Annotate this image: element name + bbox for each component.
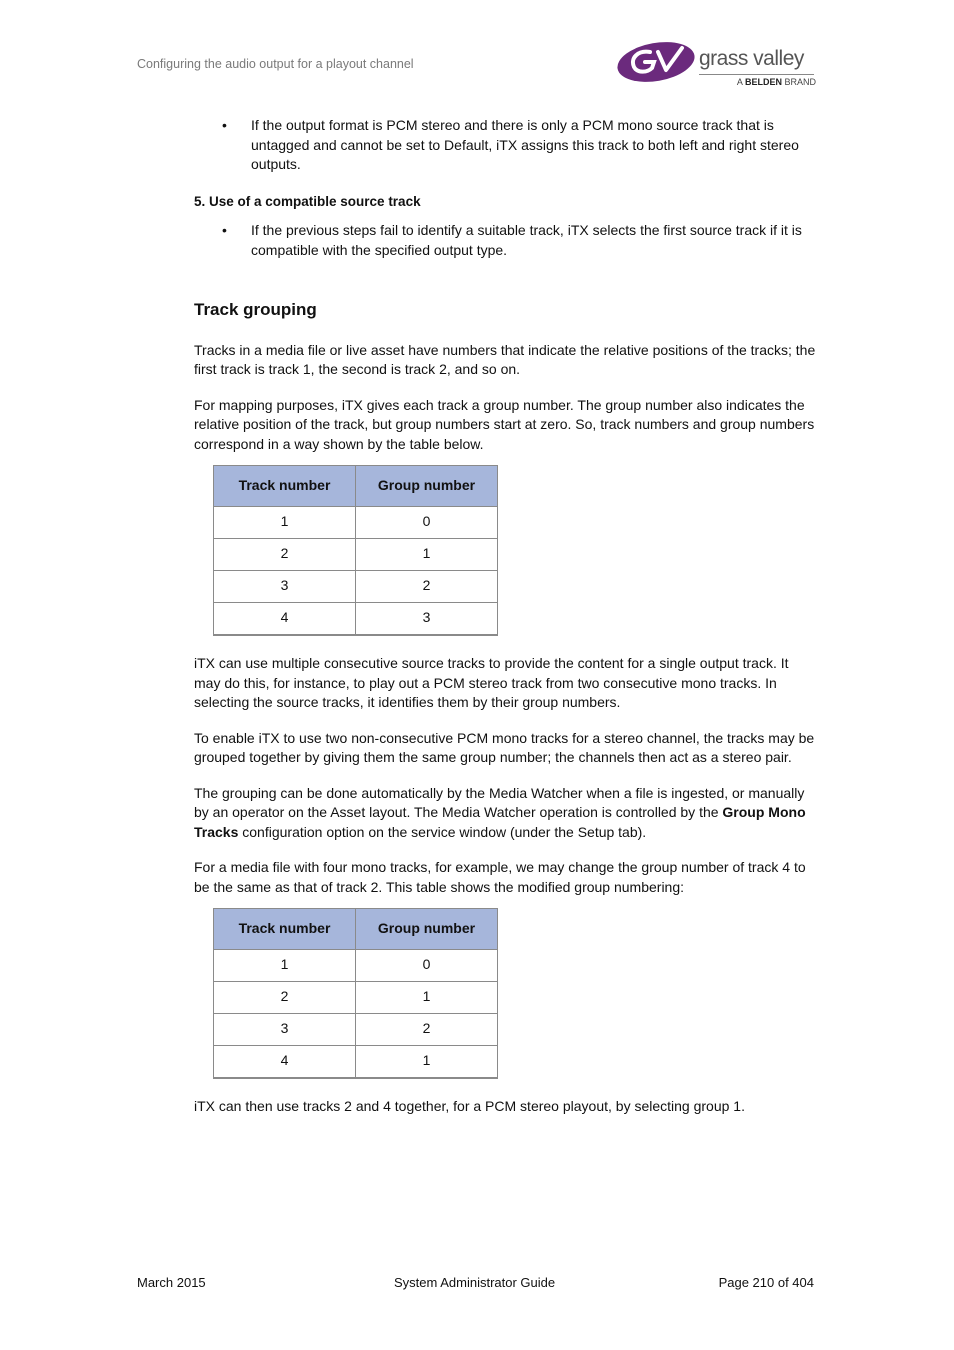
table-cell: 1: [356, 1046, 498, 1079]
table-cell: 4: [214, 1046, 356, 1079]
step-heading: 5. Use of a compatible source track: [194, 193, 421, 209]
table-cell: 2: [214, 982, 356, 1014]
paragraph: iTX can then use tracks 2 and 4 together, for a PCM stereo playout, by selecting group 1.: [194, 1098, 745, 1114]
table-row: [214, 507, 498, 539]
logo-tagline-prefix: A: [736, 77, 743, 87]
running-header: Configuring the audio output for a playout channel: [137, 57, 414, 71]
table-cell: 1: [356, 539, 498, 571]
table-cell: 2: [214, 539, 356, 571]
bullet-text: If the output format is PCM stereo and there is only a PCM mono source track that is untagged and cannot be set to Default, iTX assigns this track to both left and right stereo outputs.: [251, 117, 799, 172]
track-group-table: [213, 465, 498, 636]
gv-logo-icon: [616, 40, 698, 86]
table-row: [214, 1046, 498, 1079]
table-cell: 2: [356, 571, 498, 603]
modified-track-group-table: [213, 908, 498, 1079]
paragraph: For mapping purposes, iTX gives each track a group number. The group number also indicates the relative position of the track, but group numbers start at zero. So, track numbers and group numbers correspond in a way shown by the table below.: [194, 396, 815, 452]
bullet-item: [194, 221, 818, 260]
option-name: Group Mono Tracks: [194, 804, 806, 840]
table-cell: 3: [214, 1014, 356, 1046]
table-row: [214, 1014, 498, 1046]
page-content: [194, 116, 818, 1117]
paragraph: [194, 784, 818, 843]
paragraph-text: The grouping can be done automatically by the Media Watcher when a file is ingested, or manually by an operator on the Asset layout. The Media Watcher operation is controlled by the: [194, 784, 805, 820]
section-heading: Track grouping: [194, 300, 317, 319]
table-cell: 0: [356, 950, 498, 982]
table-row: [214, 603, 498, 636]
table-cell: 2: [356, 1014, 498, 1046]
table-cell: 1: [214, 507, 356, 539]
column-header: Track number: [214, 466, 356, 507]
logo-divider: [699, 74, 814, 75]
table-row: [214, 539, 498, 571]
bullet-icon: •: [222, 117, 227, 133]
column-header: Group number: [356, 909, 498, 950]
logo-tagline: [737, 77, 816, 87]
bullet-icon: •: [222, 222, 227, 238]
footer-date: March 2015: [137, 1275, 206, 1290]
column-header: Group number: [356, 466, 498, 507]
table-cell: 3: [214, 571, 356, 603]
logo-tagline-brand: BELDEN: [744, 77, 782, 87]
table-cell: 4: [214, 603, 356, 636]
table-header-row: [214, 909, 498, 950]
bullet-text: If the previous steps fail to identify a suitable track, iTX selects the first source track if it is compatible with the specified output type.: [251, 222, 802, 258]
logo-wordmark: grass valley: [699, 47, 804, 70]
table-cell: 0: [356, 507, 498, 539]
footer-page-number: Page 210 of 404: [718, 1275, 814, 1290]
footer-doc-title: System Administrator Guide: [394, 1275, 556, 1290]
table-row: [214, 571, 498, 603]
table-row: [214, 982, 498, 1014]
column-header: Track number: [214, 909, 356, 950]
grass-valley-logo: [616, 38, 816, 90]
table-header-row: [214, 466, 498, 507]
table-cell: 1: [356, 982, 498, 1014]
paragraph-text: configuration option on the service window (under the Setup tab).: [238, 823, 647, 840]
paragraph: iTX can use multiple consecutive source tracks to provide the content for a single output track. It may do this, for instance, to play out a PCM stereo track from two consecutive mono tracks. In selecting the source tracks, it identifies them by their group numbers.: [194, 655, 789, 710]
table-cell: 3: [356, 603, 498, 636]
paragraph: For a media file with four mono tracks, for example, we may change the group number of track 4 to be the same as that of track 2. This table shows the modified group numbering:: [194, 859, 806, 895]
table-cell: 1: [214, 950, 356, 982]
bullet-item: [194, 116, 818, 175]
table-row: [214, 950, 498, 982]
logo-tagline-suffix: BRAND: [784, 77, 816, 87]
paragraph: To enable iTX to use two non-consecutive PCM mono tracks for a stereo channel, the tracks may be grouped together by giving them the same group number; the channels then act as a stereo pair.: [194, 729, 815, 765]
paragraph: Tracks in a media file or live asset have numbers that indicate the relative positions of the tracks; the first track is track 1, the second is track 2, and so on.: [194, 341, 816, 377]
